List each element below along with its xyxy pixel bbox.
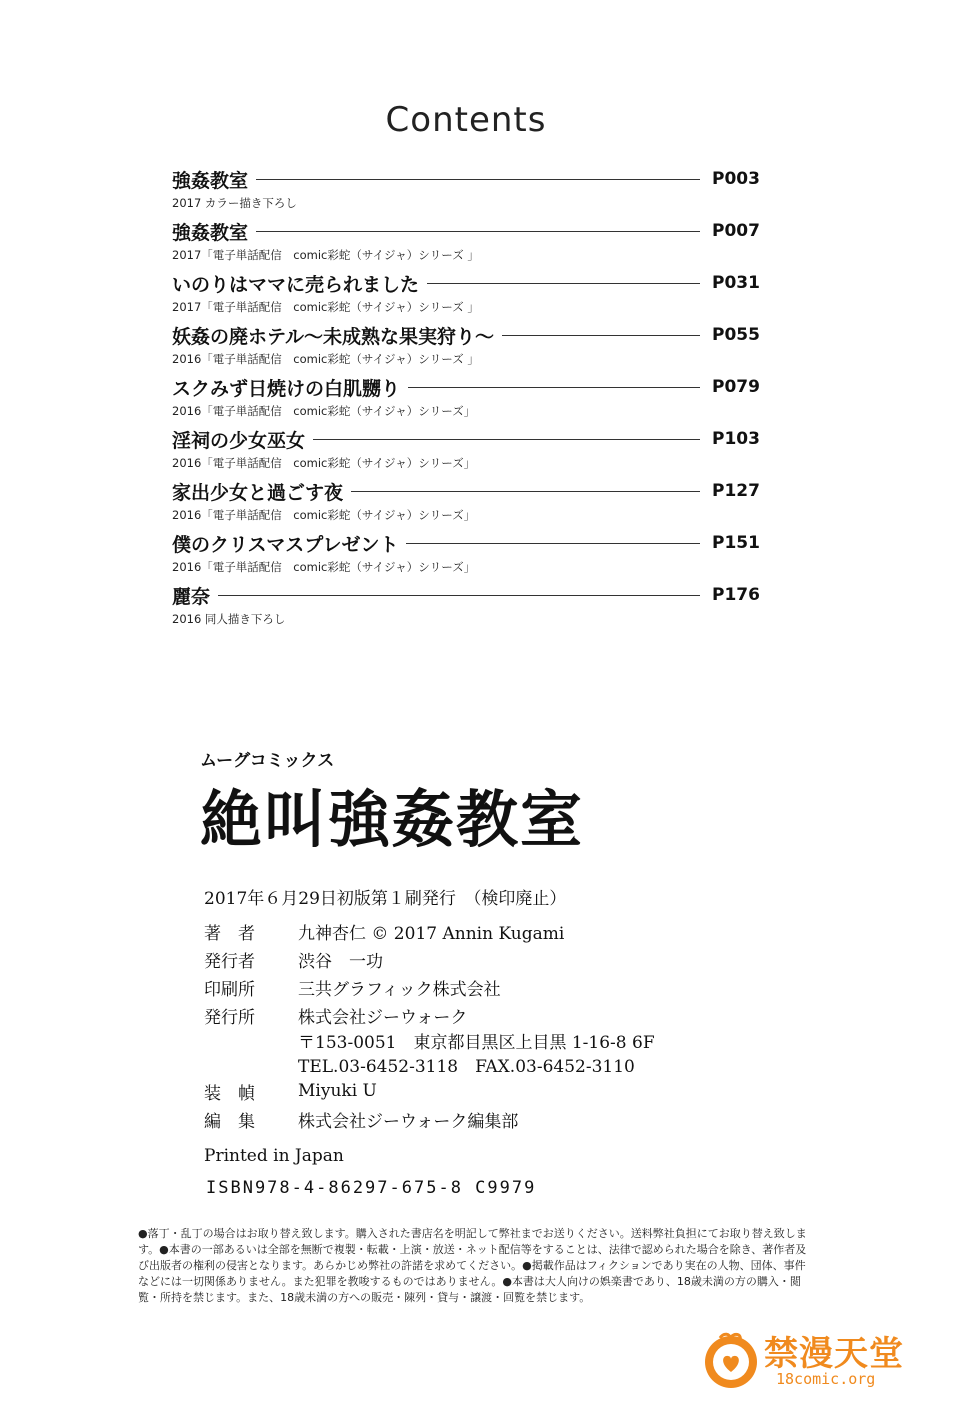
credit-row bbox=[204, 973, 655, 1001]
table-of-contents bbox=[172, 164, 760, 632]
leader-line bbox=[406, 543, 700, 544]
credit-key: 編 集 bbox=[204, 1111, 255, 1132]
leader-line bbox=[313, 439, 700, 440]
leader-line bbox=[256, 179, 700, 180]
credit-key: 著 者 bbox=[204, 923, 255, 944]
credit-value: 〒153-0051 東京都目黒区上目黒 1-16-8 6F bbox=[298, 1032, 655, 1053]
legal-notice: ●落丁・乱丁の場合はお取り替え致します。購入された書店名を明記して弊社までお送りください。送料弊社負担にてお取り替え致します。●本書の一部あるいは全部を無断で複製・転載・上演・放送・ネット配信等をすることは、法律で認められた場合を除き、著作者及び出版者の権利の侵害となります。あらかじめ弊社の許諾を求めてください。●掲載作品はフィクションであり実在の人物、団体、事件などには一切関係ありません。また犯罪を教唆するものではありません。●本書は大人向けの娯楽書であり、18歳未満の方の購入・閲覧・所持を禁じます。また、18歳未満の方への販売・陳列・貸与・譲渡・回覧を禁じます。 bbox=[138, 1227, 807, 1304]
leader-line bbox=[256, 231, 700, 232]
toc-title: 淫祠の少女巫女 bbox=[172, 429, 306, 452]
leader-line bbox=[218, 595, 700, 596]
toc-item bbox=[172, 476, 760, 528]
credit-row bbox=[204, 945, 655, 973]
book-title: 絶叫強姦教室 bbox=[200, 783, 585, 856]
toc-page: P055 bbox=[712, 325, 760, 345]
toc-note: 2016 同人描き下ろし bbox=[172, 612, 286, 626]
toc-title: 妖姦の廃ホテル〜未成熟な果実狩り〜 bbox=[172, 325, 495, 348]
colophon bbox=[204, 884, 655, 1133]
toc-note: 2017「電子単話配信 comic彩蛇（サイジャ）シリーズ 」 bbox=[172, 300, 479, 314]
toc-item bbox=[172, 320, 760, 372]
leader-line bbox=[351, 491, 700, 492]
printed-in: Printed in Japan bbox=[204, 1146, 344, 1166]
toc-title: 強姦教室 bbox=[172, 221, 249, 244]
credit-row bbox=[204, 1077, 655, 1105]
toc-page: P007 bbox=[712, 221, 760, 241]
toc-note: 2017 カラー描き下ろし bbox=[172, 196, 297, 210]
toc-title: スクみず日焼けの白肌嬲り bbox=[172, 377, 401, 400]
leader-line bbox=[502, 335, 700, 336]
imprint-label: ムーグコミックス bbox=[200, 751, 335, 771]
watermark-logo bbox=[700, 1320, 920, 1400]
toc-page: P151 bbox=[712, 533, 760, 553]
credit-key: 発行所 bbox=[204, 1007, 255, 1028]
toc-item bbox=[172, 164, 760, 216]
toc-title: 麗奈 bbox=[172, 585, 211, 608]
toc-note: 2017「電子単話配信 comic彩蛇（サイジャ）シリーズ 」 bbox=[172, 248, 479, 262]
toc-item bbox=[172, 268, 760, 320]
contents-title: Contents bbox=[385, 100, 547, 140]
watermark-url: 18comic.org bbox=[776, 1370, 876, 1388]
bird-mascot-icon bbox=[700, 1328, 762, 1390]
toc-note: 2016「電子単話配信 comic彩蛇（サイジャ）シリーズ」 bbox=[172, 404, 476, 418]
credit-value: 渋谷 一功 bbox=[298, 951, 383, 972]
toc-note: 2016「電子単話配信 comic彩蛇（サイジャ）シリーズ 」 bbox=[172, 352, 479, 366]
toc-item bbox=[172, 528, 760, 580]
toc-note: 2016「電子単話配信 comic彩蛇（サイジャ）シリーズ」 bbox=[172, 560, 476, 574]
credit-key: 装 幀 bbox=[204, 1083, 255, 1104]
credit-row bbox=[204, 1105, 655, 1133]
credit-key: 印刷所 bbox=[204, 979, 255, 1000]
credit-value: 三共グラフィック株式会社 bbox=[298, 979, 501, 1000]
credit-value: 株式会社ジーウォーク bbox=[298, 1007, 468, 1028]
toc-page: P127 bbox=[712, 481, 760, 501]
credit-row bbox=[204, 1001, 655, 1029]
toc-note: 2016「電子単話配信 comic彩蛇（サイジャ）シリーズ」 bbox=[172, 456, 476, 470]
toc-title: 僕のクリスマスプレゼント bbox=[172, 533, 399, 556]
toc-title: 家出少女と過ごす夜 bbox=[172, 481, 344, 504]
toc-note: 2016「電子単話配信 comic彩蛇（サイジャ）シリーズ」 bbox=[172, 508, 476, 522]
toc-title: 強姦教室 bbox=[172, 169, 249, 192]
credit-row bbox=[204, 1029, 655, 1051]
credit-value: TEL.03-6452-3118 FAX.03-6452-3110 bbox=[298, 1056, 635, 1077]
credit-value: Miyuki U bbox=[298, 1081, 377, 1101]
leader-line bbox=[408, 387, 700, 388]
credit-value: 株式会社ジーウォーク編集部 bbox=[298, 1111, 519, 1132]
watermark-name: 禁漫天堂 bbox=[764, 1334, 904, 1374]
leader-line bbox=[427, 283, 700, 284]
toc-item bbox=[172, 216, 760, 268]
toc-page: P176 bbox=[712, 585, 760, 605]
credit-value: 九神杏仁 © 2017 Annin Kugami bbox=[298, 923, 565, 944]
toc-page: P079 bbox=[712, 377, 760, 397]
toc-page: P103 bbox=[712, 429, 760, 449]
toc-item bbox=[172, 424, 760, 476]
toc-page: P003 bbox=[712, 169, 760, 189]
toc-page: P031 bbox=[712, 273, 760, 293]
isbn: ISBN978-4-86297-675-8 C9979 bbox=[206, 1178, 537, 1198]
toc-item bbox=[172, 372, 760, 424]
toc-item bbox=[172, 580, 760, 632]
toc-title: いのりはママに売られました bbox=[172, 273, 420, 296]
publication-date: 2017年６月29日初版第１刷発行 （検印廃止） bbox=[204, 889, 567, 909]
credit-row bbox=[204, 917, 655, 945]
credit-key: 発行者 bbox=[204, 951, 255, 972]
credit-row bbox=[204, 1051, 655, 1077]
